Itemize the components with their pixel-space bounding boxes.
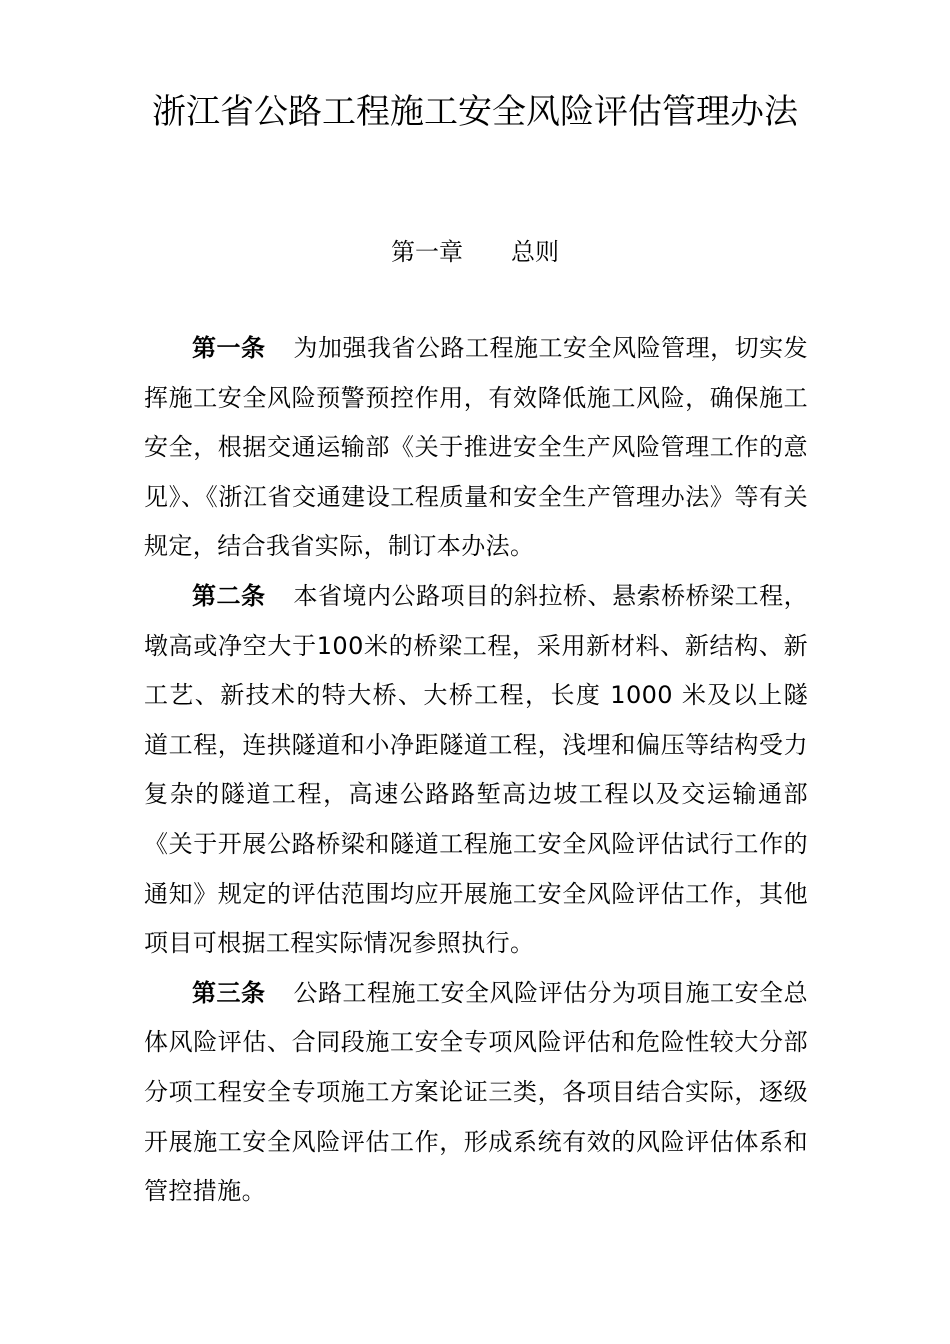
article-2-text: 本省境内公路项目的斜拉桥、悬索桥桥梁工程，墩高或净空大于100米的桥梁工程，采用新材料、新结构、新工艺、新技术的特大桥、大桥工程，长度 1000 米及以上隧道工程，连拱隧道和小净距隧道工程，浅埋和偏压等结构受力复杂的隧道工程，高速公路路堑高边坡工程以及交运输通部《关于开展公路桥梁和隧道工程施工安全风险评估试行工作的通知》规定的评估范围均应开展施工安全风险评估工作，其他项目可根据工程实际情况参照执行。	[144, 581, 808, 958]
document-body	[144, 324, 808, 1217]
article-1-text: 为加强我省公路工程施工安全风险管理，切实发挥施工安全风险预警预控作用，有效降低施工风险，确保施工安全，根据交通运输部《关于推进安全生产风险管理工作的意见》、《浙江省交通建设工程质量和安全生产管理办法》等有关规定，结合我省实际，制订本办法。	[144, 334, 808, 561]
article-2-number: 第二条	[192, 581, 266, 610]
chapter-heading: 第一章 总则	[391, 238, 559, 266]
article-3	[144, 969, 808, 1217]
article-3-text: 公路工程施工安全风险评估分为项目施工安全总体风险评估、合同段施工安全专项风险评估和危险性较大分部分项工程安全专项施工方案论证三类，各项目结合实际，逐级开展施工安全风险评估工作，形成系统有效的风险评估体系和管控措施。	[144, 978, 808, 1206]
article-1-number: 第一条	[192, 334, 266, 362]
document-title: 浙江省公路工程施工安全风险评估管理办法	[152, 92, 798, 132]
article-3-number: 第三条	[192, 978, 266, 1007]
article-1	[144, 324, 808, 572]
article-2	[144, 572, 808, 969]
